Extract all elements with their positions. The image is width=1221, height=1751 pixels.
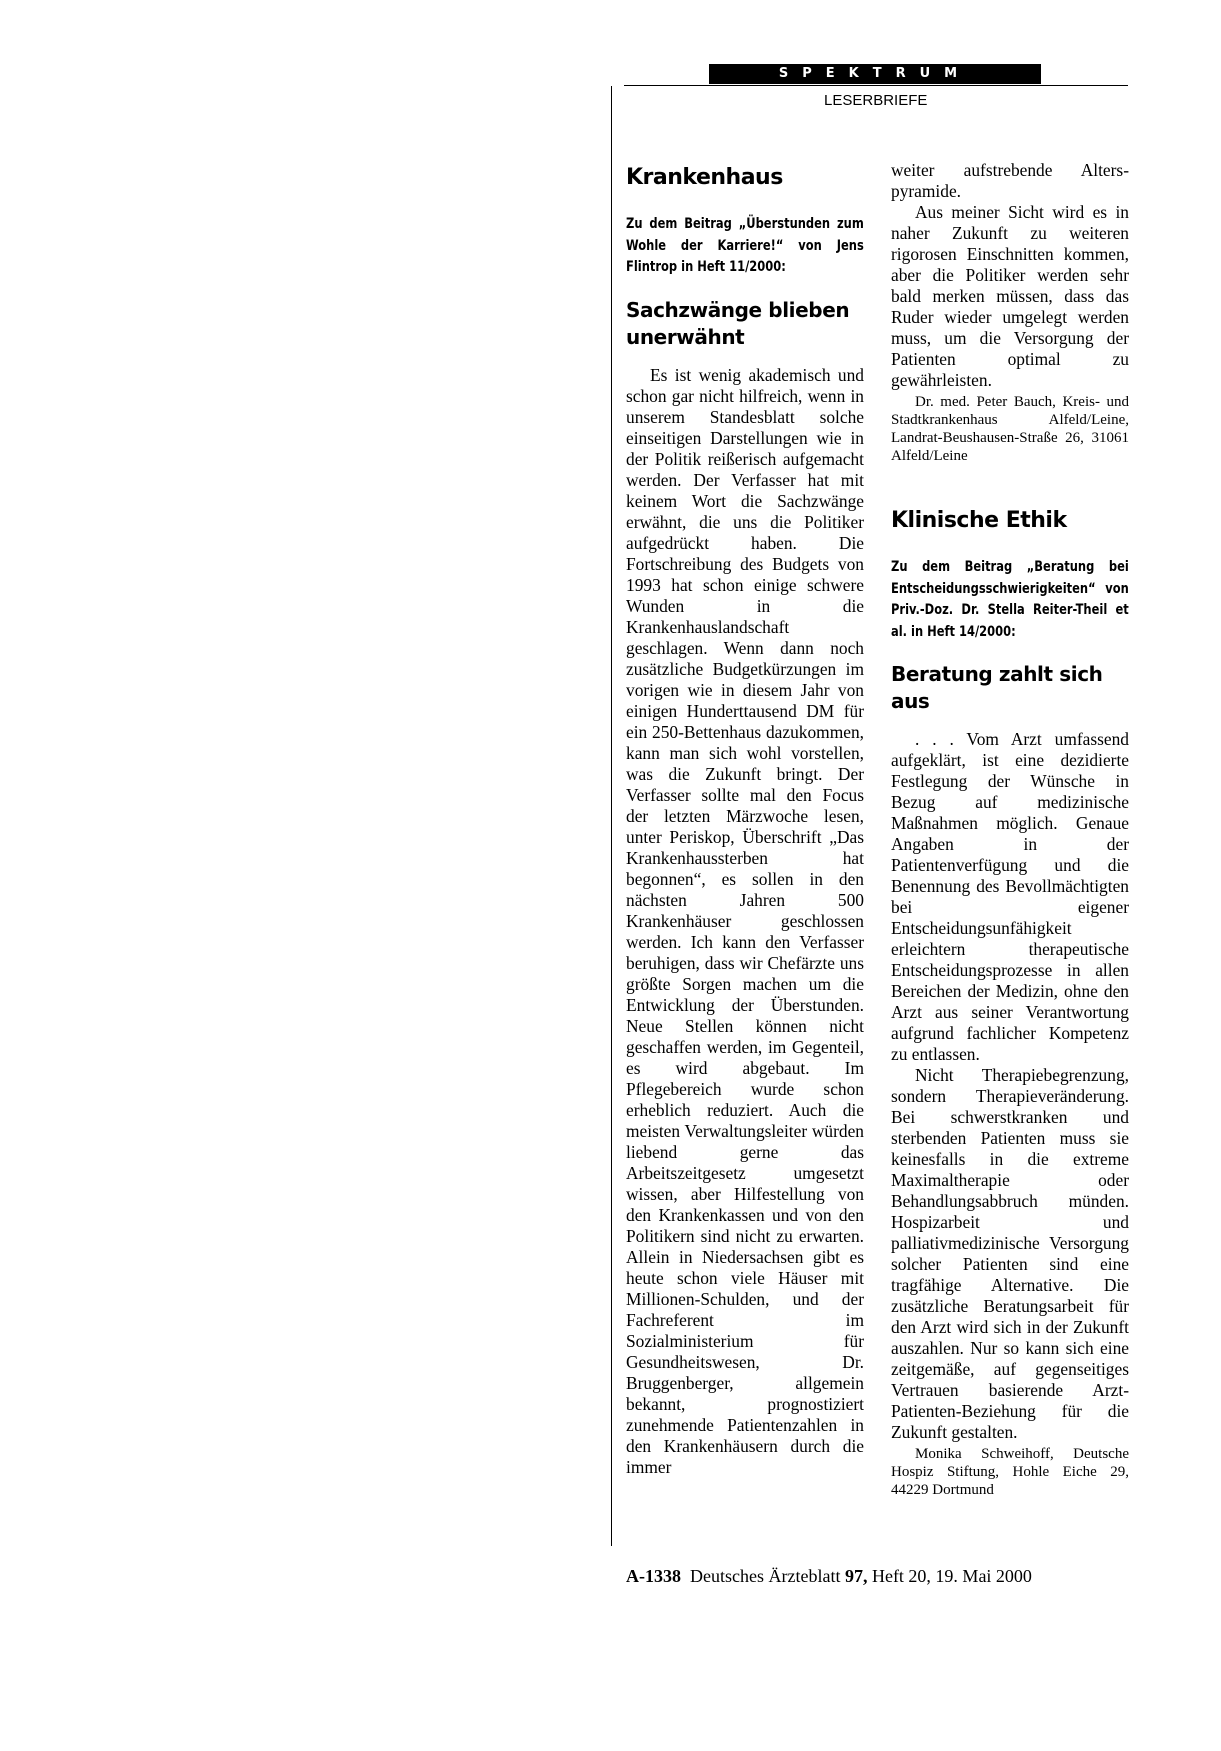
journal-volume: 97, [844,1566,868,1586]
header-rule [624,85,1128,86]
letter1-body-part1 [626,365,864,1751]
column-right [891,160,1129,1499]
letter2-lead: Zu dem Beitrag „Beratung bei Entscheidungsschwierigkeiten“ von Priv.-Doz. Dr. Stella Reiter-Theil et al. in Heft 14/2000: [891,559,1129,640]
section-banner: SPEKTRUM [709,64,1041,84]
journal-issue: Heft 20, 19. Mai 2000 [871,1566,1032,1586]
letter1-headline: Sachzwänge blieben unerwähnt [626,297,850,349]
letter1-signature: Dr. med. Peter Bauch, Kreis- und Stadtkrankenhaus Alfeld/Leine, Landrat-Beushausen-Straße 26, 31061 Alfeld/Leine [891,394,1129,464]
letter1-lead: Zu dem Beitrag „Überstunden zum Wohle der Karriere!“ von Jens Flintrop in Heft 11/2000: [626,216,864,275]
subsection-label: LESERBRIEFE [824,92,928,109]
letter1-paragraph-1-continued: weiter aufstrebende Alterspyramide. [891,160,1129,201]
letter2-signature: Monika Schweihoff, Deutsche Hospiz Stiftung, Hohle Eiche 29, 44229 Dortmund [891,1446,1129,1498]
letter1-paragraph-2: Aus meiner Sicht wird es in naher Zukunft zu weiteren rigorosen Einschnitten kommen, aber die Politiker werden sehr bald merken müssen, dass das Ruder wieder umgelegt werden muss, um die Versorgung der Patienten optimal zu gewährleisten. [891,202,1129,390]
letter2-paragraph-2: Nicht Therapiebegrenzung, sondern Therapieveränderung. Bei schwerstkranken und sterbenden Patienten muss sie keinesfalls in die extreme Maximaltherapie oder Behandlungsabbruch münden. Hospizarbeit und palliativmedizinische Versorgung solcher Patienten sind eine tragfähige Alternative. Die zusätzliche Beratungsarbeit für den Arzt wird sich in der Zukunft auszahlen. Nur so kann sich eine zeitgemäße, auf gegenseitiges Vertrauen basierende Arzt-Patienten-Beziehung für die Zukunft gestalten. [891,1065,1129,1442]
page-footer [626,1566,1032,1587]
letter2-body [891,729,1129,1443]
letter1-rubric: Krankenhaus [626,165,783,190]
letter1-paragraph-1: Es ist wenig akademisch und schon gar nicht hilfreich, wenn in unserem Standesblatt solche einseitigen Darstellungen wie in der Politik reißerisch aufgemacht werden. Der Verfasser hat mit keinem Wort die Sachzwänge erwähnt, die uns die Politiker aufgedrückt haben. Die Fortschreibung des Budgets von 1993 hat schon einige schwere Wunden in die Krankenhauslandschaft geschlagen. Wenn dann noch zusätzliche Budgetkürzungen im vorigen wie in diesem Jahr von einigen Hunderttausend DM für ein 250-Bettenhaus dazukommen, kann man sich wohl vorstellen, was die Zukunft bringt. Der Verfasser sollte mal den Focus der letzten Märzwoche lesen, unter Periskop, Überschrift „Das Krankenhaussterben hat begonnen“, es sollen in den nächsten Jahren 500 Krankenhäuser geschlossen werden. Ich kann den Verfasser beruhigen, dass wir Chefärzte uns größte Sorgen machen um die Entwicklung der Überstunden. Neue Stellen können nicht geschaffen werden, im Gegenteil, es wird abgebaut. Im Pflegebereich wurde schon erheblich reduziert. Auch die meisten Verwaltungsleiter würden liebend gerne das Arbeitszeitgesetz umgesetzt wissen, aber Hilfestellung von den Krankenkassen und von den Politikern sind nicht zu erwarten. Allein in Niedersachsen gibt es heute schon viele Häuser mit Millionen-Schulden, und der Fachreferent im Sozialministerium für Gesundheitswesen, Dr. Bruggenberger, allgemein bekannt, prognostiziert zunehmende Patientenzahlen in den Krankenhäusern durch die immer [626,364,864,1477]
letter2-paragraph-1: . . . Vom Arzt umfassend aufgeklärt, ist eine dezidierte Festlegung der Wünsche in Bezug auf medizinische Maßnahmen möglich. Genaue Angaben in der Patientenverfügung und die Benennung des Bevollmächtigten bei eigener Entscheidungsunfähigkeit erleichtern therapeutische Entscheidungsprozesse in allen Bereichen der Medizin, ohne den Arzt aus seiner Verantwortung aufgrund fachlicher Kompetenz zu entlassen. [891,729,1129,1064]
column-left [626,160,864,1751]
column-rule [611,86,612,1546]
page-number: A-1338 [626,1566,681,1586]
letter2-headline: Beratung zahlt sich aus [891,662,1103,713]
letter1-body-continued [891,160,1129,391]
journal-name: Deutsches Ärzteblatt [690,1566,841,1586]
letter2-rubric: Klinische Ethik [891,508,1067,533]
